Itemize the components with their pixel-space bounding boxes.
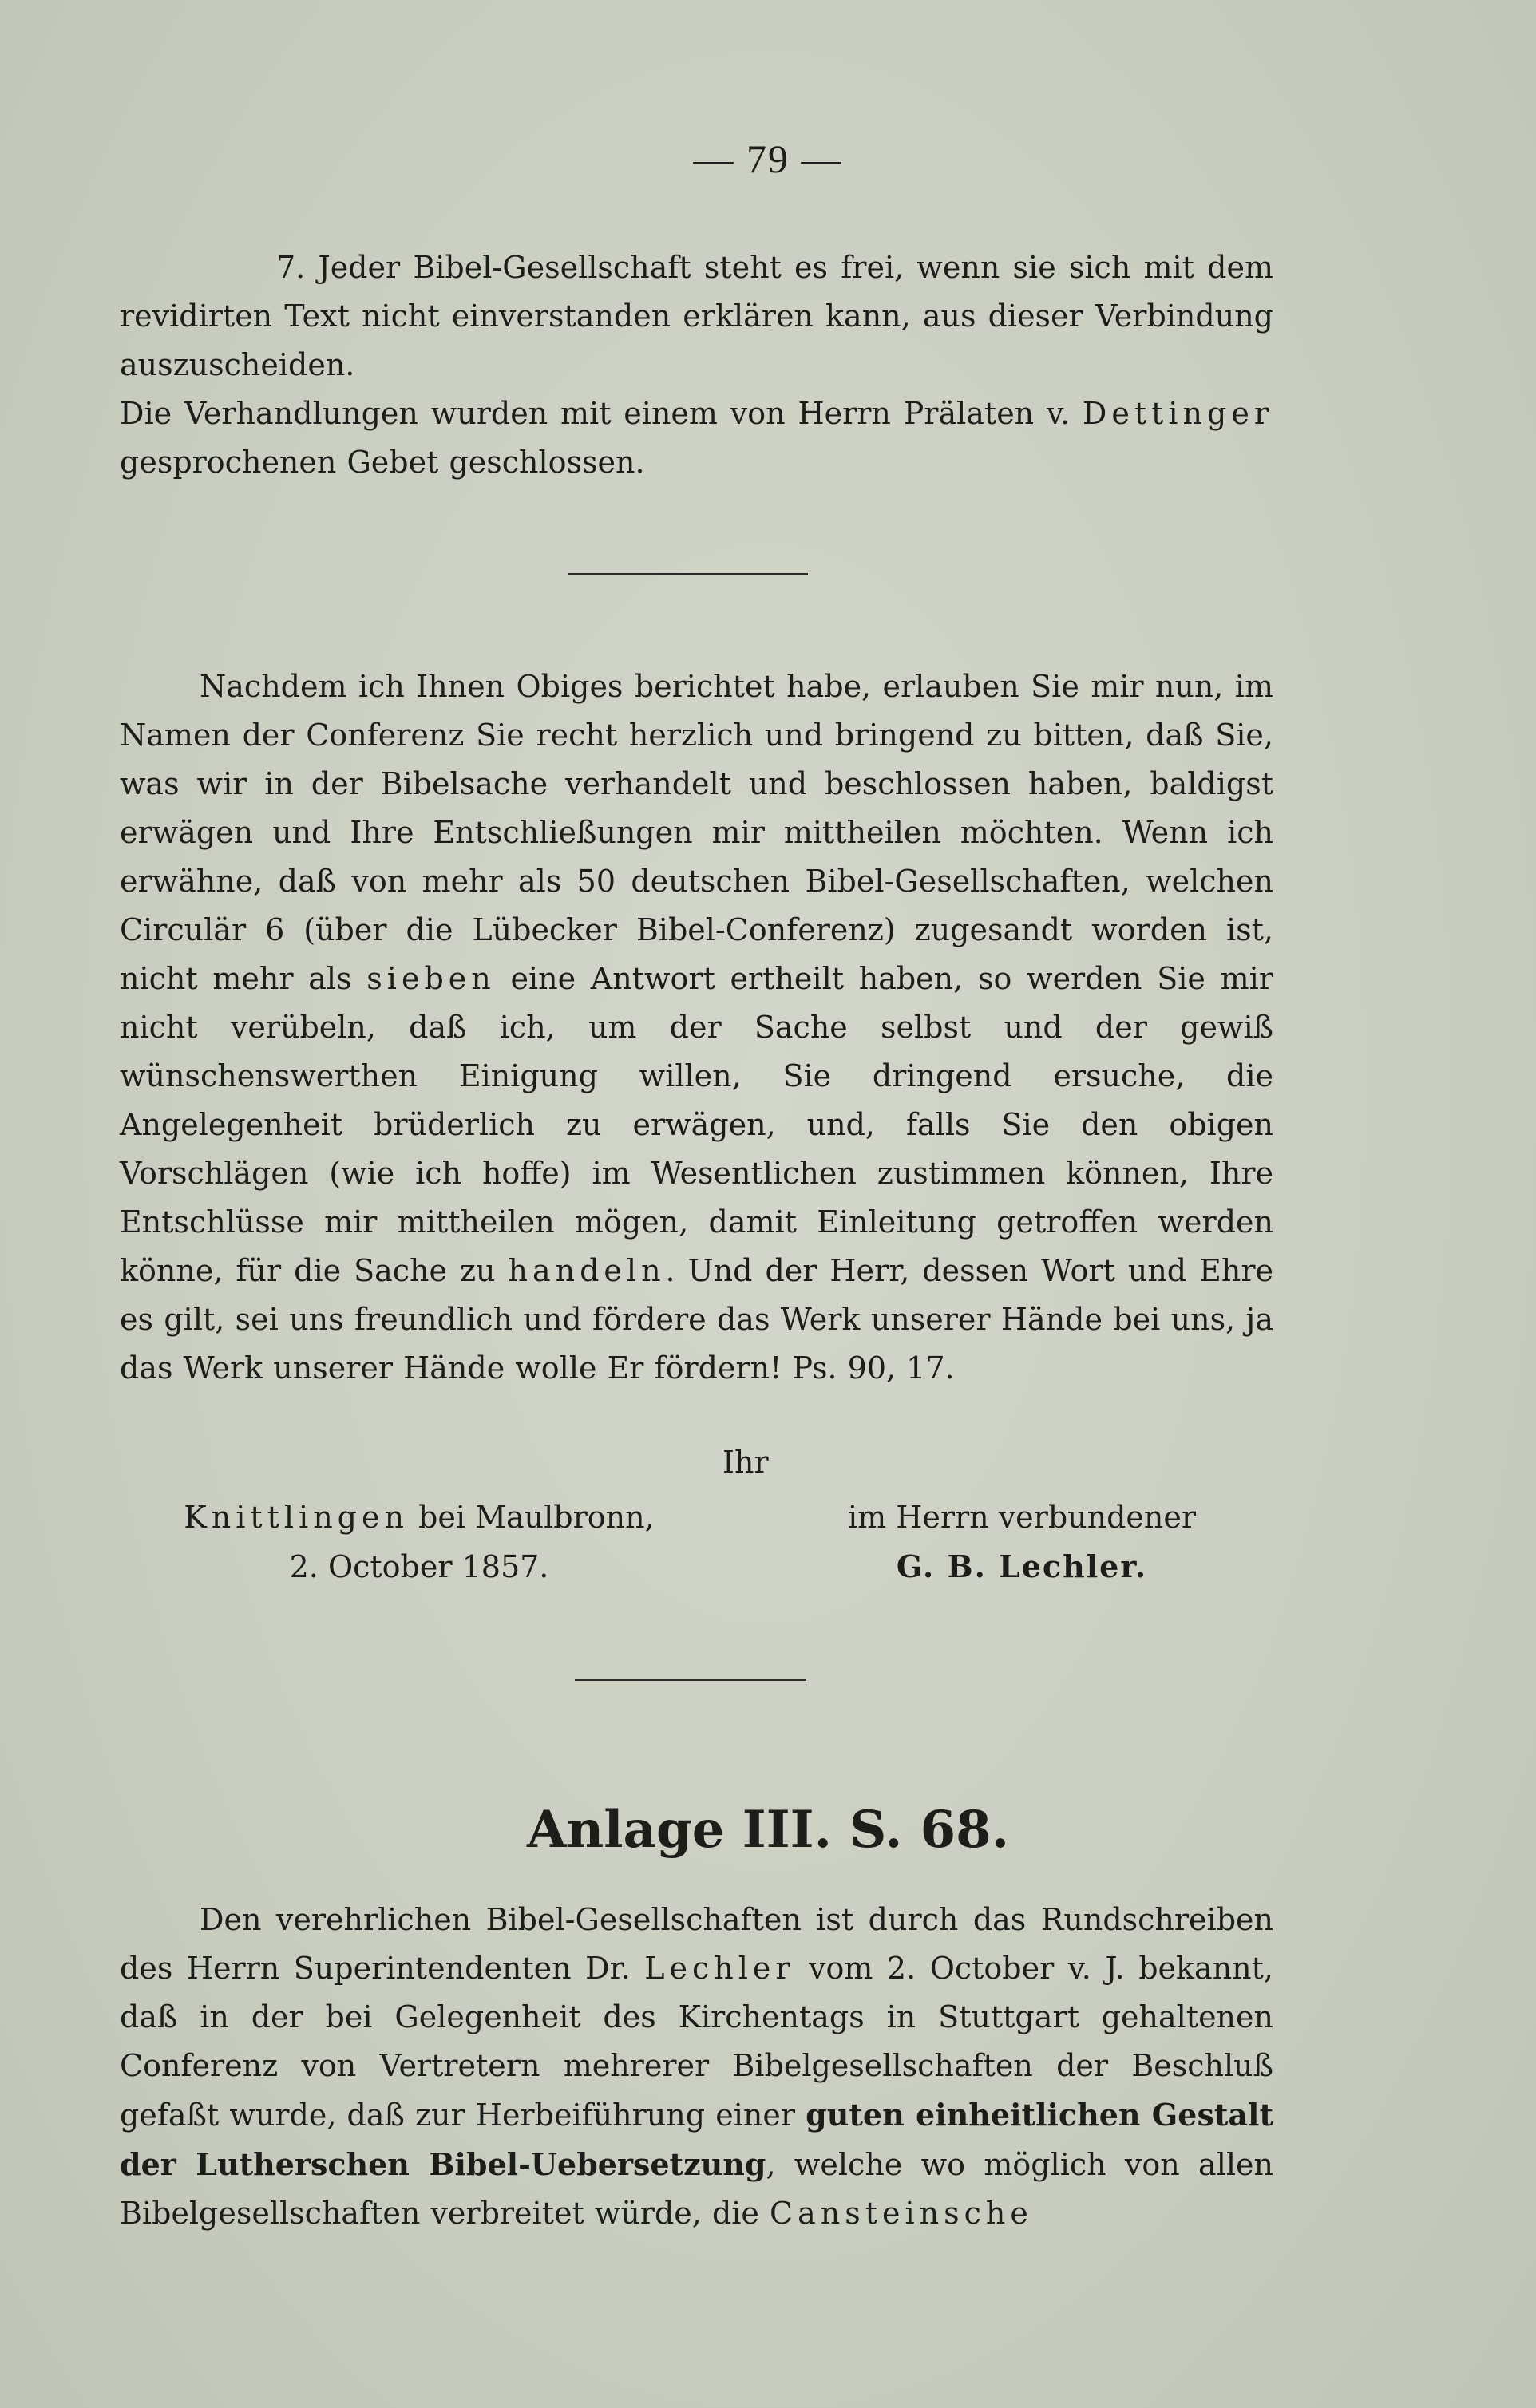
appendix-body bbox=[120, 1896, 1273, 2238]
closing-place-suffix: bei Maulbronn, bbox=[408, 1500, 655, 1535]
closing-place-line bbox=[160, 1493, 679, 1542]
closing-date: 2. October 1857. bbox=[289, 1549, 549, 1584]
closing-left bbox=[160, 1493, 679, 1591]
closing-paragraph bbox=[120, 389, 1273, 487]
closing-text-prefix: Die Verhandlungen wurden mit einem von Herrn Prälaten v. bbox=[120, 396, 1083, 431]
item-seven-paragraph: 7. Jeder Bibel-Gesellschaft steht es frei, wenn sie sich mit dem revidirten Text nicht einverstanden erklären kann, aus dieser Verbindung auszuscheiden. bbox=[120, 250, 1273, 382]
appendix-name: Lechler bbox=[644, 1951, 795, 1986]
appendix-heading: Anlage III. S. 68. bbox=[527, 1800, 1009, 1860]
section-divider-2 bbox=[575, 1679, 806, 1681]
closing-greeting: im Herrn verbundener bbox=[847, 1500, 1197, 1535]
letter-paragraph bbox=[120, 662, 1273, 1393]
closing-place: Knittlingen bbox=[184, 1500, 409, 1535]
appendix-name-2: Cansteinsche bbox=[770, 2196, 1033, 2231]
signature: G. B. Lechler. bbox=[896, 1548, 1148, 1584]
appendix-bold-phrase: guten einheitlichen Gestalt der Lutherschen Bibel-Uebersetzung bbox=[120, 2097, 1273, 2182]
closing-right bbox=[830, 1493, 1213, 1591]
appendix-paragraph bbox=[120, 1896, 1273, 2238]
section-one bbox=[120, 243, 1273, 487]
letter-part-3: . Und der Herr, dessen Wort und Ehre es gilt, sei uns freundlich und fördere das Werk unserer Hände bei uns, ja das Werk unserer Hände wolle Er fördern! Ps. 90, 17. bbox=[120, 1253, 1273, 1386]
letter-spaced-word: sieben bbox=[366, 961, 496, 996]
letter-part-1: Nachdem ich Ihnen Obiges berichtet habe, erlauben Sie mir nun, im Namen der Conferenz Sie recht herzlich und bringend zu bitten, daß Sie, was wir in der Bibelsache verhandelt und beschlossen haben, baldigst erwägen und Ihre Entschließungen mir mittheilen möchten. Wenn ich erwähne, daß von mehr als 50 deutschen Bibel-Gesellschaften, welchen Circulär 6 (über die Lübecker Bibel-Conferenz) zugesandt worden ist, nicht mehr als bbox=[120, 669, 1273, 996]
closing-text-suffix: gesprochenen Gebet geschlossen. bbox=[120, 445, 645, 480]
letter-part-2: eine Antwort ertheilt haben, so werden Sie mir nicht verübeln, daß ich, um der Sache selbst und der gewiß wünschenswerthen Einigung willen, Sie dringend ersuche, die Angelegenheit brüderlich zu erwägen, und, falls Sie den obigen Vorschlägen (wie ich hoffe) im Wesentlichen zustimmen können, Ihre Entschlüsse mir mittheilen mögen, damit Einleitung getroffen werden könne, für die Sache zu bbox=[120, 961, 1273, 1288]
page-number: — 79 — bbox=[693, 136, 843, 181]
name-dettinger: Dettinger bbox=[1082, 396, 1273, 431]
letter-body bbox=[120, 662, 1273, 1393]
appendix-part-2: vom 2. October v. J. bekannt, daß in der bei Gelegenheit des Kirchentags in Stuttgart gehaltenen Conferenz von Vertretern mehrerer Bibelgesellschaften der Beschluß gefaßt wurde, daß zur Herbeiführung einer bbox=[120, 1951, 1273, 2133]
section-divider-1 bbox=[568, 573, 808, 575]
appendix-part-3: , welche wo möglich von allen Bibelgesellschaften verbreitet würde, die bbox=[120, 2147, 1273, 2231]
appendix-part-1: Den verehrlichen Bibel-Gesellschaften ist durch das Rundschreiben des Herrn Superintendenten Dr. bbox=[120, 1902, 1273, 1986]
letter-spaced-word-2: handeln bbox=[508, 1253, 666, 1288]
closing-ihr: Ihr bbox=[722, 1445, 769, 1480]
